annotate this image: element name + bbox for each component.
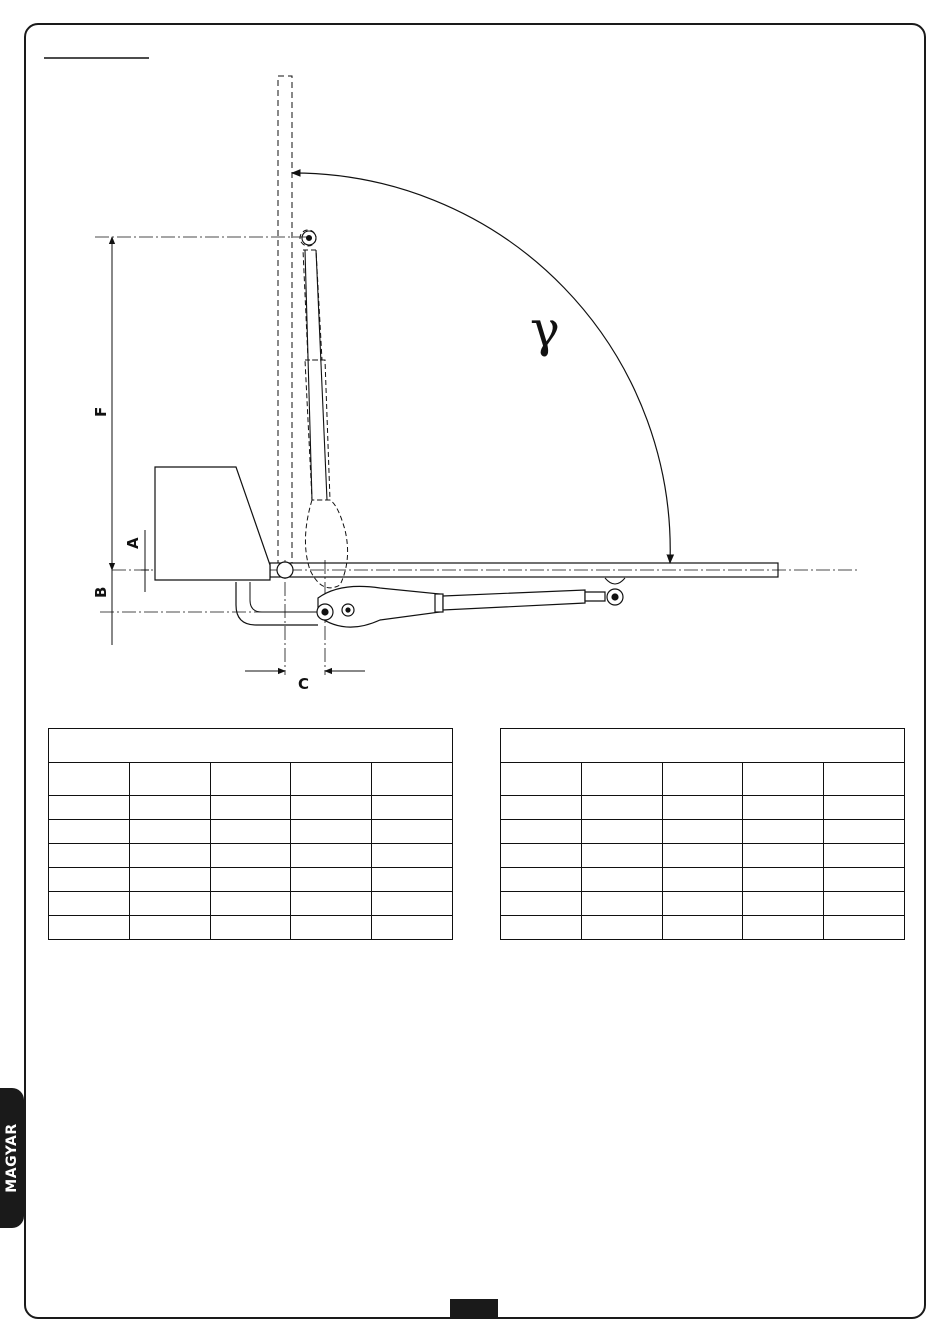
table-header-cell [501,763,582,796]
table-cell [501,844,582,868]
table-row [49,820,453,844]
table-cell [129,796,210,820]
table-cell [501,916,582,940]
angle-gamma-label: γ [530,300,560,358]
table-cell [372,844,453,868]
spec-table-1 [48,728,453,940]
table-cell [581,892,662,916]
language-tab [0,1088,24,1228]
table-row [49,892,453,916]
table-header-cell [372,763,453,796]
table-cell [291,844,372,868]
table-cell [210,868,291,892]
hinge-pin [277,562,293,578]
table-cell [129,892,210,916]
table-cell [129,868,210,892]
table-row [49,844,453,868]
table-cell [49,844,130,868]
table-cell [372,892,453,916]
table-cell [501,892,582,916]
table-header-cell [743,763,824,796]
table-header-cell [581,763,662,796]
table-cell [501,820,582,844]
table-cell [581,820,662,844]
table-cell [210,796,291,820]
table-caption [501,729,905,763]
table-row [501,844,905,868]
table-row [501,868,905,892]
table-cell [662,916,743,940]
table-cell [501,796,582,820]
table-cell [662,796,743,820]
table-row [501,796,905,820]
operator-closed-position [317,586,623,627]
table-cell [129,844,210,868]
table-header-cell [291,763,372,796]
operator-open-position [300,230,348,588]
table-cell [662,820,743,844]
dim-c-label: C [298,675,310,693]
table-cell [581,868,662,892]
table-cell [372,820,453,844]
spec-table-2 [500,728,905,940]
table-cell [824,844,905,868]
table-cell [49,796,130,820]
table-cell [743,916,824,940]
table-cell [824,916,905,940]
table-cell [291,796,372,820]
table-cell [581,844,662,868]
table-cell [372,796,453,820]
table-header-cell [824,763,905,796]
table-cell [291,916,372,940]
pillar-bracket [236,582,318,625]
table-cell [743,796,824,820]
dim-f-label: F [92,406,110,417]
gate-leaf-open [278,76,292,572]
table-cell [210,916,291,940]
table-cell [662,844,743,868]
table-cell [824,820,905,844]
pillar [155,467,270,580]
table-cell [49,820,130,844]
table-row [501,892,905,916]
table-cell [743,844,824,868]
table-cell [581,916,662,940]
table-row [49,868,453,892]
table-cell [501,868,582,892]
table-header-cell [49,763,130,796]
table-cell [824,868,905,892]
table-cell [210,892,291,916]
table-header-cell [129,763,210,796]
table-cell [581,796,662,820]
dim-a-label: A [124,537,142,549]
table-cell [129,916,210,940]
table-caption [49,729,453,763]
table-cell [824,796,905,820]
table-cell [49,916,130,940]
table-cell [291,892,372,916]
table-cell [824,892,905,916]
table-header-cell [210,763,291,796]
table-cell [210,844,291,868]
table-cell [743,868,824,892]
table-cell [210,820,291,844]
table-cell [662,892,743,916]
table-header-cell [662,763,743,796]
table-cell [49,892,130,916]
gate-bracket [605,578,625,584]
table-row [501,916,905,940]
table-row [501,820,905,844]
table-row [49,796,453,820]
language-tab-label: MAGYAR [4,1123,20,1193]
table-cell [743,892,824,916]
table-cell [372,868,453,892]
table-cell [129,820,210,844]
table-cell [662,868,743,892]
table-row [49,916,453,940]
page-number-badge [450,1299,498,1319]
table-cell [372,916,453,940]
table-cell [291,820,372,844]
pillar-bracket-inner [250,582,318,612]
table-cell [49,868,130,892]
dim-b-label: B [92,586,110,598]
table-cell [743,820,824,844]
table-cell [291,868,372,892]
opening-angle-arc [292,173,670,563]
